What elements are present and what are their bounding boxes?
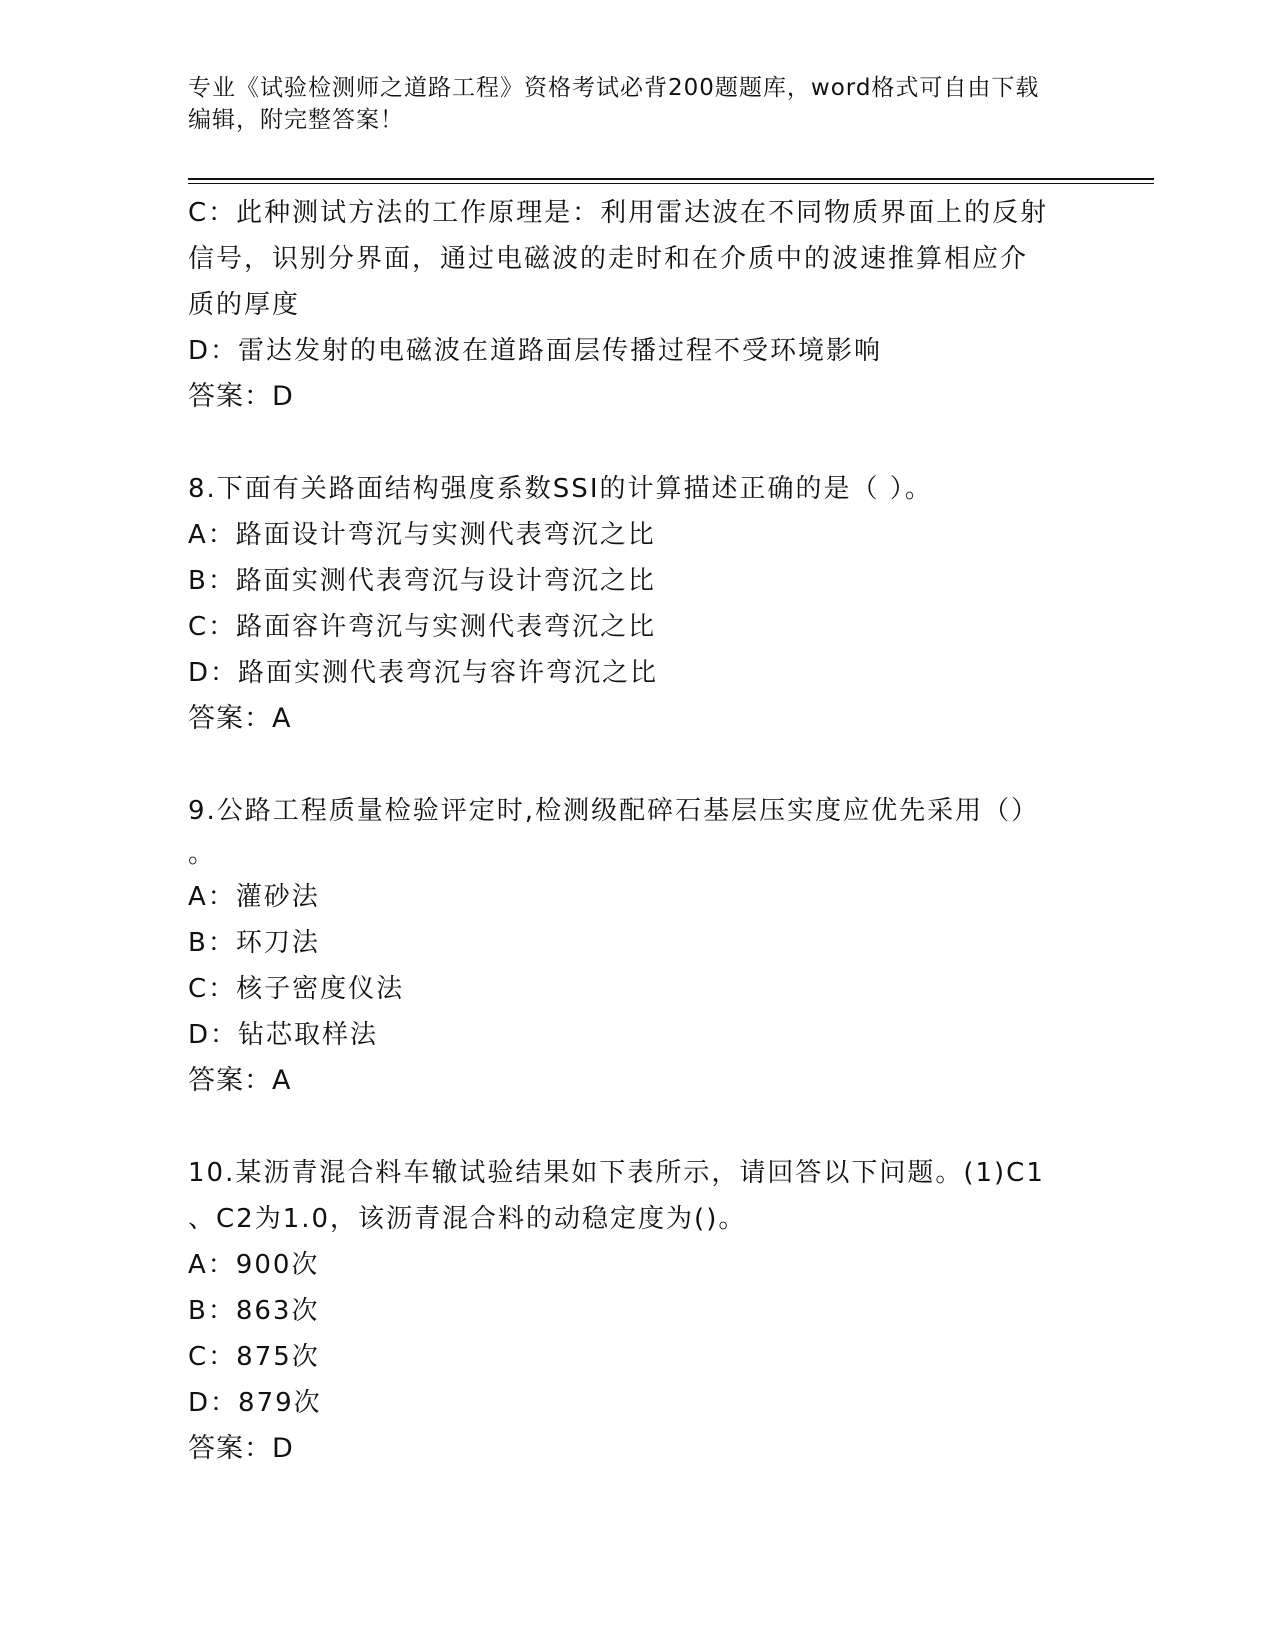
question-stem: 8.下面有关路面结构强度系数SSI的计算描述正确的是（ ）。 [188,474,933,504]
answer: 答案：D [188,1433,294,1464]
question-stem-line-1: 10.某沥青混合料车辙试验结果如下表所示，请回答以下问题。(1)C1 [188,1158,1045,1188]
question-10 [188,1150,1088,1472]
option-c-line-3: 质的厚度 [188,290,301,320]
spacer [188,1104,1088,1150]
spacer [188,420,1088,466]
answer: 答案：A [188,1065,292,1096]
option-a: A：灌砂法 [188,882,320,912]
option-c: C：核子密度仪法 [188,974,405,1004]
question-stem-line-2: 。 [188,839,217,869]
question-8 [188,466,1088,742]
question-content [188,190,1088,1472]
option-d: D：路面实测代表弯沉与容许弯沉之比 [188,658,659,688]
question-9 [188,788,1088,1104]
header-title-line-1: 专业《试验检测师之道路工程》资格考试必背200题题库，word格式可自由下载 [188,75,1040,101]
option-c: C：路面容许弯沉与实测代表弯沉之比 [188,612,657,642]
option-d: D：钻芯取样法 [188,1020,379,1050]
option-c-line-1: C：此种测试方法的工作原理是：利用雷达波在不同物质界面上的反射 [188,198,1049,228]
question-stem-line-2: 、C2为1.0，该沥青混合料的动稳定度为()。 [188,1204,747,1234]
option-d: D：879次 [188,1388,322,1418]
option-b: B：路面实测代表弯沉与设计弯沉之比 [188,566,656,596]
spacer [188,742,1088,788]
header-title-line-2: 编辑，附完整答案！ [188,107,404,133]
option-b: B：环刀法 [188,928,320,958]
option-a: A：900次 [188,1250,320,1280]
header-divider [188,178,1154,184]
answer: 答案：A [188,703,292,734]
answer: 答案：D [188,381,294,412]
document-header [188,72,1088,136]
question-7-continued [188,190,1088,420]
question-stem-line-1: 9.公路工程质量检验评定时,检测级配碎石基层压实度应优先采用（） [188,796,1040,826]
option-c-line-2: 信号，识别分界面，通过电磁波的走时和在介质中的波速推算相应介 [188,244,1029,274]
option-b: B：863次 [188,1296,320,1326]
option-c: C：875次 [188,1342,320,1372]
option-a: A：路面设计弯沉与实测代表弯沉之比 [188,520,656,550]
option-d: D：雷达发射的电磁波在道路面层传播过程不受环境影响 [188,336,883,366]
